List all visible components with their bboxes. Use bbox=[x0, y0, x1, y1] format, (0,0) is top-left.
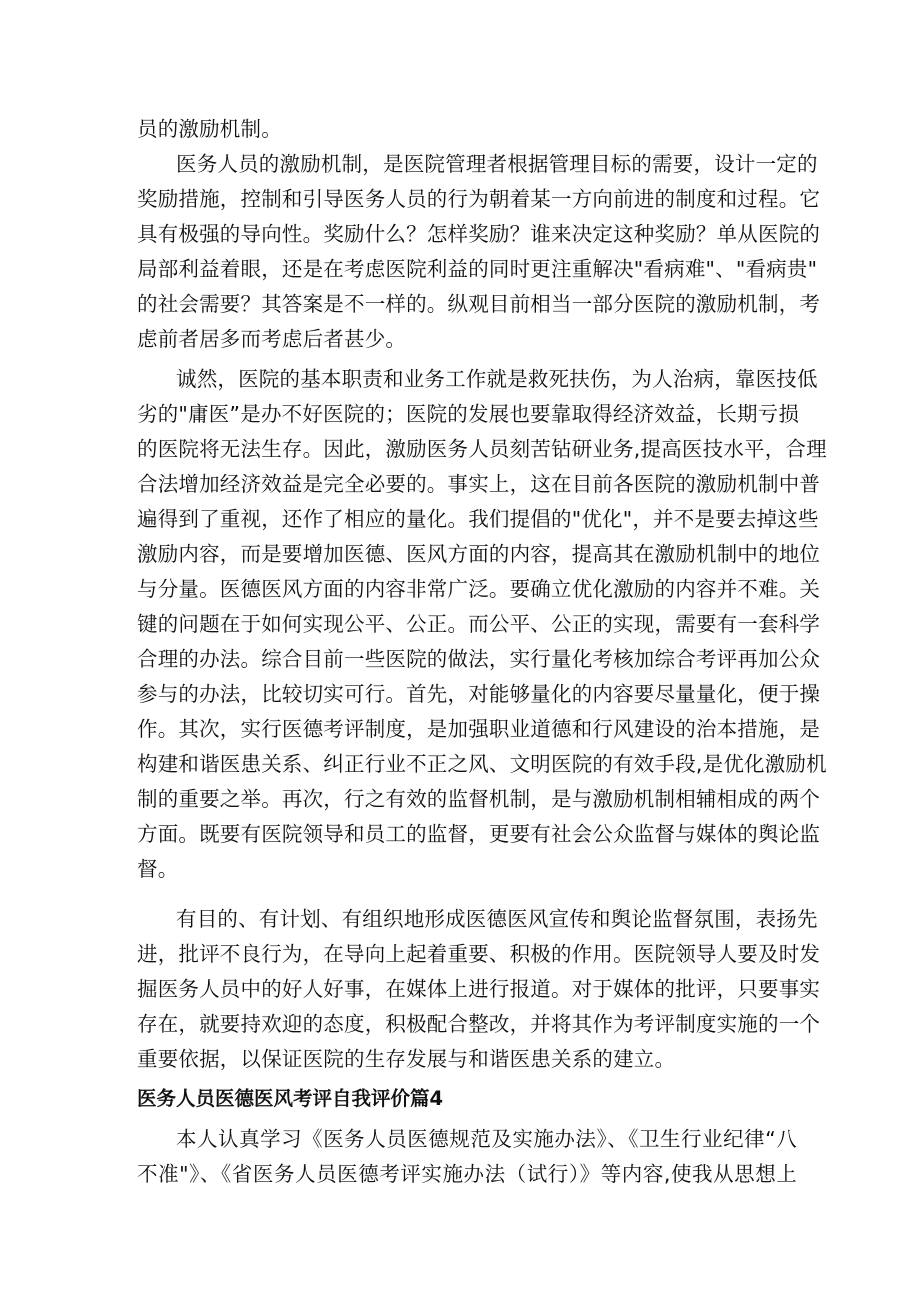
paragraph-line: 制的重要之举。再次，行之有效的监督机制，是与激励机制相辅相成的两个 bbox=[137, 787, 821, 811]
paragraph-line: 方面。既要有医院领导和员工的监督，更要有社会公众监督与媒体的舆论监 bbox=[137, 822, 821, 846]
section-heading: 医务人员医德医风考评自我评价篇4 bbox=[137, 1087, 444, 1110]
paragraph-line: 有目的、有计划、有组织地形成医德医风宣传和舆论监督氛围，表扬先 bbox=[176, 907, 818, 931]
paragraph-line: 键的问题在于如何实现公平、公正。而公平、公正的实现，需要有一套科学 bbox=[137, 612, 821, 636]
paragraph-line: 奖励措施，控制和引导医务人员的行为朝着某一方向前进的制度和过程。它 bbox=[137, 187, 821, 211]
paragraph-line: 督。 bbox=[137, 857, 179, 881]
paragraph-line: 员的激励机制。 bbox=[137, 117, 282, 141]
paragraph-line: 激励内容，而是要增加医德、医风方面的内容，提高其在激励机制中的地位 bbox=[137, 542, 821, 566]
paragraph-line: 本人认真学习《医务人员医德规范及实施办法》、《卫生行业纪律“八 bbox=[176, 1127, 797, 1151]
paragraph-line: 的社会需要？其答案是不一样的。纵观目前相当一部分医院的激励机制，考 bbox=[137, 292, 821, 316]
paragraph-line: 的医院将无法生存。因此，激励医务人员刻苦钻研业务,提高医技水平，合理 bbox=[137, 437, 827, 461]
paragraph-line: 重要依据，以保证医院的生存发展与和谐医患关系的建立。 bbox=[137, 1047, 676, 1071]
paragraph-line: 医务人员的激励机制，是医院管理者根据管理目标的需要，设计一定的 bbox=[176, 152, 818, 176]
paragraph-line: 合理的办法。综合目前一些医院的做法，实行量化考核加综合考评再加公众 bbox=[137, 647, 821, 671]
paragraph-line: 不准"》、《省医务人员医德考评实施办法（试行）》等内容,使我从思想上 bbox=[137, 1162, 797, 1186]
paragraph-line: 构建和谐医患关系、纠正行业不正之风、文明医院的有效手段,是优化激励机 bbox=[137, 752, 827, 776]
paragraph-line: 作。其次，实行医德考评制度，是加强职业道德和行风建设的治本措施，是 bbox=[137, 717, 821, 741]
paragraph-line: 与分量。医德医风方面的内容非常广泛。要确立优化激励的内容并不难。关 bbox=[137, 577, 821, 601]
paragraph-line: 进，批评不良行为，在导向上起着重要、积极的作用。医院领导人要及时发 bbox=[137, 942, 821, 966]
paragraph-line: 劣的"庸医”是办不好医院的；医院的发展也要靠取得经济效益，长期亏损 bbox=[137, 402, 800, 426]
paragraph-line: 局部利益着眼，还是在考虑医院利益的同时更注重解决"看病难"、"看病贵" bbox=[137, 257, 818, 281]
paragraph-line: 合法增加经济效益是完全必要的。事实上，这在目前各医院的激励机制中普 bbox=[137, 472, 821, 496]
paragraph-line: 诚然，医院的基本职责和业务工作就是救死扶伤，为人治病，靠医技低 bbox=[176, 367, 818, 391]
paragraph-line: 具有极强的导向性。奖励什么？怎样奖励？谁来决定这种奖励？单从医院的 bbox=[137, 222, 821, 246]
paragraph-line: 虑前者居多而考虑后者甚少。 bbox=[137, 327, 407, 351]
paragraph-line: 遍得到了重视，还作了相应的量化。我们提倡的"优化"，并不是要去掉这些 bbox=[137, 507, 819, 531]
paragraph-line: 存在，就要持欢迎的态度，积极配合整改，并将其作为考评制度实施的一个 bbox=[137, 1012, 821, 1036]
paragraph-line: 掘医务人员中的好人好事，在媒体上进行报道。对于媒体的批评，只要事实 bbox=[137, 977, 821, 1001]
paragraph-line: 参与的办法，比较切实可行。首先，对能够量化的内容要尽量量化，便于操 bbox=[137, 682, 821, 706]
